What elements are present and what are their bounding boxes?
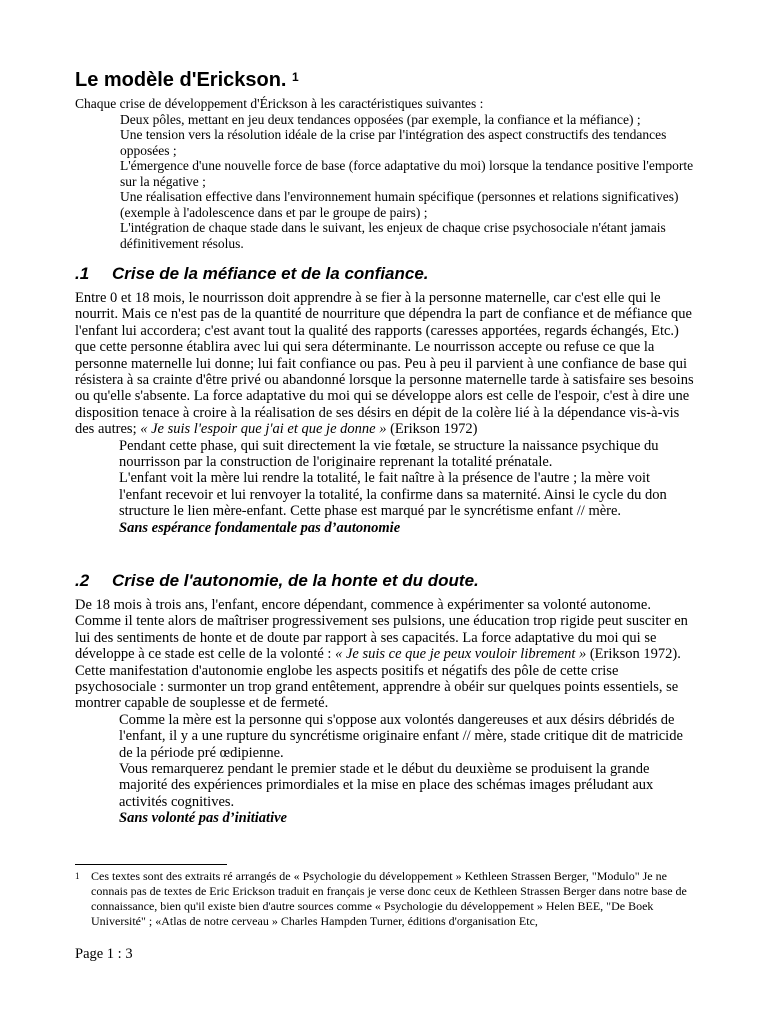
conclusion-line: Sans volonté pas d’initiative [119, 810, 287, 827]
quote: « Je suis ce que je peux vouloir librement » [331, 646, 587, 663]
citation: (Erikson 1972) [386, 421, 478, 438]
section-2-body [75, 597, 695, 827]
paragraph-text: Entre 0 et 18 mois, le nourrisson doit apprendre à se fier à la personne maternelle, car c'est elle qui le nourrit. Mais ce n'est pas de la quantité de nourriture que dépendra la part de confiance et de méfiance que l'enfant lui accordera; c'est avant tout la qualité des rapports (caresses apportées, regards échangés, Etc.) que cette personne établira avec lui qui sera déterminante. Le nourrisson accepte ou refuse ce que la personne maternelle lui donne; lui fait confiance ou pas. Peu à peu il parvient à une confiance de base qui résistera à sa crainte d'être privé ou abandonné lorsque la personne maternelle tarde à satisfaire ses besoins ou qu'elle s'absente. La force adaptative du moi qui se développe alors est celle de l'espoir, c'est à dire une disposition tenace à croire à la réalisation de ses désirs en dépit de la colère lié à la dépendance vis-à-vis des autres; [75, 290, 694, 438]
list-item: L'intégration de chaque stade dans le suivant, les enjeux de chaque crise psychosociale n'étant jamais définitivement résolus. [120, 220, 666, 251]
footnote-marker: 1 [75, 871, 80, 881]
paragraph: Vous remarquerez pendant le premier stade et le début du deuxième se produisent la grande majorité des expériences primordiales et la mise en place des schémas images préludant aux activités cognitives. [119, 761, 654, 810]
page-number: Page 1 : 3 [75, 946, 133, 962]
paragraph-text: (Erikson 1972). Cette manifestation d'autonomie englobe les aspects positifs et négatifs des pôle de cette crise psychosociale : surmonter un trop grand entêtement, apprendre à obéir sur quelques points essentiels, se montrer capable de souplesse et de fermeté. [75, 646, 681, 712]
footnote-divider [75, 864, 227, 865]
footnote-reference[interactable]: 1 [292, 70, 299, 84]
paragraph: Pendant cette phase, qui suit directement la vie fœtale, se structure la naissance psychique du nourrisson par la construction de l'originaire reprenant la totalité prénatale. [119, 437, 659, 471]
section-title: Crise de la méfiance et de la confiance. [112, 264, 429, 283]
conclusion-line: Sans espérance fondamentale pas d’autonomie [119, 519, 401, 536]
section-heading-2 [75, 571, 479, 591]
paragraph [75, 597, 695, 712]
list-item: L'émergence d'une nouvelle force de base (force adaptative du moi) lorsque la tendance positive l'emporte sur la négative ; [120, 158, 694, 189]
page-title [75, 68, 299, 92]
list-item: Deux pôles, mettant en jeu deux tendances opposées (par exemple, la confiance et la méfiance) ; [120, 111, 641, 127]
section-1-body [75, 290, 695, 536]
section-title: Crise de l'autonomie, de la honte et du doute. [112, 571, 479, 590]
title-text: Le modèle d'Erickson. [75, 69, 287, 91]
paragraph: Comme la mère est la personne qui s'oppose aux volontés dangereuses et aux désirs débridés de l'enfant, il y a une rupture du syncrétisme originaire enfant // mère, stade critique dit de matricide de la période pré œdipienne. [119, 711, 683, 761]
section-number: .1 [75, 264, 90, 283]
paragraph: L'enfant voit la mère lui rendre la totalité, le fait naître à la présence de l'autre ; la mère voit l'enfant recevoir et lui renvoyer la totalité, la confirme dans sa maternité. Ainsi le cycle du don structure le lien mère-enfant. Cette phase est marqué par le syncrétisme enfant // mère. [119, 470, 667, 520]
paragraph [75, 290, 695, 438]
list-item: Une tension vers la résolution idéale de la crise par l'intégration des aspect constructifs des tendances opposées ; [120, 127, 667, 158]
list-item: Une réalisation effective dans l'environnement humain spécifique (personnes et relations significatives) (exemple à l'adolescence dans et par le groupe de pairs) ; [120, 189, 679, 220]
section-number: .2 [75, 571, 90, 590]
intro-lead: Chaque crise de développement d'Érickson à les caractéristiques suivantes : [75, 96, 484, 111]
footnote-text: Ces textes sont des extraits ré arrangés de « Psychologie du développement » Kethleen Strassen Berger, "Modulo" Je ne connais pas de textes de Eric Erickson traduit en français je verse donc ceux de Kethleen Strassen Berger dans notre base de connaissance, bien qu'il existe bien d'autre sources comme « Psychologie du développement » Helen BEE, "De Boek Université" ; «Atlas de notre cerveau » Charles Hampden Turner, éditions d'organisation Etc, [91, 869, 687, 928]
footnote [75, 869, 700, 929]
paragraph-text: De 18 mois à trois ans, l'enfant, encore dépendant, commence à expérimenter sa volonté autonome. Comme il tente alors de maîtriser progressivement ses pulsions, une éducation trop rigide peut susciter en lui des sentiments de honte et de doute par rapport à ses capacités. La force adaptative du moi qui se développe à ce stade est celle de la volonté : [75, 597, 688, 663]
section-heading-1 [75, 264, 429, 284]
intro-block [75, 96, 695, 251]
characteristics-list [75, 112, 695, 252]
quote: « Je suis l'espoir que j'ai et que je donne » [140, 421, 387, 438]
